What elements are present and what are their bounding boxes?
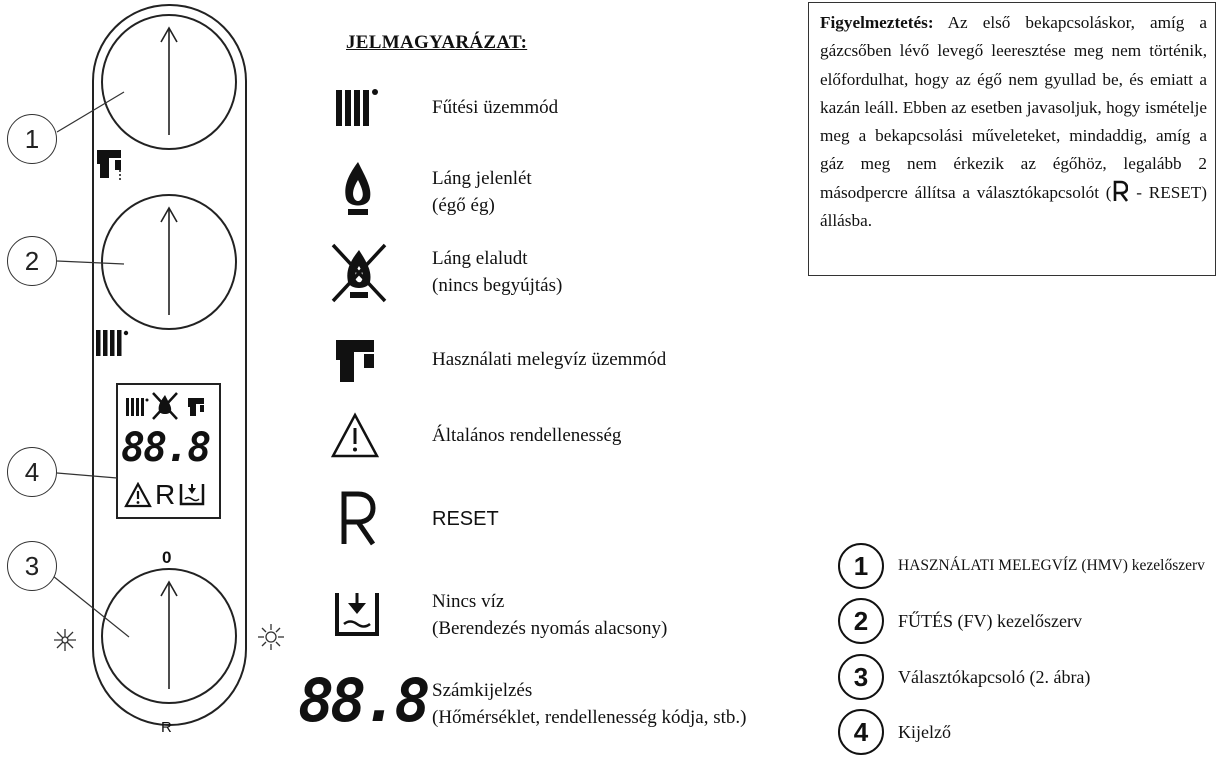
warning-box bbox=[808, 2, 1216, 276]
key-number: 3 bbox=[838, 654, 884, 700]
key-row-2 bbox=[838, 598, 1082, 644]
knob3-zero-label: 0 bbox=[162, 548, 172, 567]
callout-2: 2 bbox=[7, 236, 57, 286]
display-no-water-icon bbox=[178, 482, 206, 508]
legend-item-radiator: Fűtési üzemmód bbox=[432, 97, 559, 118]
warning-text-a: Az első bekapcsoláskor, amíg a gázcsőben lévő levegő leeresztése meg nem történik, előfordulhat, hogy az égő nem gyullad be, és emiatt a kazán leáll. Ebben az esetben javasoljuk, hogy ismételje meg a bekapcsolási műveleteket, mindaddig, amíg a gáz meg nem érkezik az égőhöz, legalább 2 másodpercre állítsa a választókapcsolót ( bbox=[820, 13, 1207, 202]
legend-item-flame: Láng jelenlét (égő ég) bbox=[432, 168, 532, 216]
display-warning-icon bbox=[124, 482, 152, 508]
radiator-icon bbox=[96, 330, 128, 356]
warning-triangle-icon bbox=[330, 412, 380, 460]
snowflake-icon bbox=[54, 629, 76, 651]
key-label: FŰTÉS (FV) kezelőszerv bbox=[898, 610, 1082, 631]
key-number: 4 bbox=[838, 709, 884, 755]
faucet-icon bbox=[334, 338, 378, 384]
faucet-icon bbox=[97, 150, 121, 180]
display-flame-crossed-icon bbox=[153, 393, 177, 419]
legend-item-reset: RESET bbox=[432, 508, 499, 530]
legend-title: JELMAGYARÁZAT: bbox=[346, 32, 528, 53]
digits-icon: 88.8 bbox=[298, 666, 427, 736]
key-number: 2 bbox=[838, 598, 884, 644]
flame-crossed-icon bbox=[330, 242, 388, 304]
knob-1-hmv[interactable] bbox=[102, 15, 236, 149]
key-row-4 bbox=[838, 709, 951, 755]
control-panel bbox=[0, 0, 320, 763]
key-row-3 bbox=[838, 654, 1090, 700]
no-water-icon bbox=[333, 590, 381, 640]
key-label: Választókapcsoló (2. ábra) bbox=[898, 666, 1091, 687]
flame-icon bbox=[340, 160, 376, 218]
display-digits: 88.8 bbox=[121, 425, 210, 471]
display-reset-letter: R bbox=[155, 479, 176, 510]
display-bottom-row bbox=[124, 479, 206, 510]
key-label: HASZNÁLATI MELEGVÍZ (HMV) kezelőszerv bbox=[898, 557, 1205, 574]
warning-title: Figyelmeztetés: bbox=[820, 13, 934, 32]
key-row-1 bbox=[838, 543, 1205, 589]
reset-r-icon bbox=[338, 490, 378, 546]
legend-item-flame-out: Láng elaludt (nincs begyújtás) bbox=[432, 248, 563, 296]
callout-1: 1 bbox=[7, 114, 57, 164]
knob-2-futes[interactable] bbox=[102, 195, 236, 329]
key-label: Kijelző bbox=[898, 721, 951, 742]
key-number: 1 bbox=[838, 543, 884, 589]
bottom-reset-label: R bbox=[161, 719, 172, 736]
sun-icon bbox=[258, 624, 284, 650]
warning-text-b: - RESET) állásba. bbox=[820, 182, 1207, 231]
callout-3: 3 bbox=[7, 541, 57, 591]
callout-4: 4 bbox=[7, 447, 57, 497]
radiator-icon bbox=[334, 86, 382, 130]
legend-item-faucet: Használati melegvíz üzemmód bbox=[432, 349, 667, 370]
legend-item-digits: Számkijelzés (Hőmérséklet, rendellenesség kódja, stb.) bbox=[432, 680, 747, 728]
legend-item-no-water: Nincs víz (Berendezés nyomás alacsony) bbox=[432, 591, 668, 639]
legend-item-warning: Általános rendellenesség bbox=[432, 425, 622, 446]
reset-r-icon bbox=[1112, 180, 1128, 202]
knob-3-selector[interactable] bbox=[102, 569, 236, 703]
